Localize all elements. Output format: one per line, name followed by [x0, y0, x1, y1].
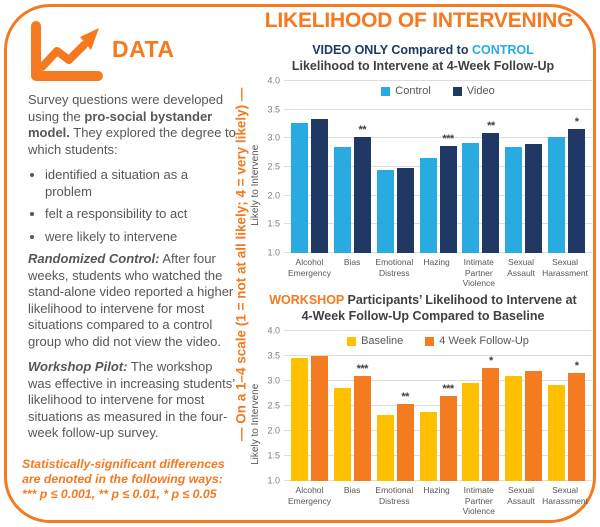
- significance-note-line: Statistically-significant differences: [22, 457, 225, 471]
- bar-column: [568, 331, 585, 481]
- intro-paragraph: [28, 92, 238, 158]
- legend-item: [347, 335, 403, 347]
- bar-column: [354, 81, 371, 253]
- y-tick-label: 3.0: [267, 375, 280, 386]
- bar-group: [417, 81, 460, 253]
- bar-column: [482, 81, 499, 253]
- bar: [377, 415, 394, 481]
- bar: [505, 147, 522, 253]
- bar-column: [311, 331, 328, 481]
- y-tick-label: 2.0: [267, 190, 280, 201]
- chart-title-segment: CONTROL: [471, 43, 534, 57]
- chart-title-segment: Likelihood to Intervene at 4-Week Follow-Up: [291, 59, 555, 73]
- chart-title: [254, 42, 592, 74]
- x-category-label: Bias: [343, 485, 361, 495]
- bar-column: [397, 331, 414, 481]
- bar: [334, 147, 351, 253]
- summary-panel: [28, 92, 238, 451]
- significance-stars: **: [401, 390, 409, 403]
- legend-swatch: [425, 337, 434, 346]
- legend-label: Video: [466, 85, 495, 97]
- y-tick-label: 4.0: [267, 325, 280, 336]
- x-category-label: Sexual Assault: [507, 485, 535, 506]
- bullet-list: [28, 167, 238, 245]
- chart-title-line: [254, 42, 592, 58]
- bar-group: [502, 331, 545, 481]
- legend: [284, 85, 592, 97]
- significance-stars: ***: [356, 362, 368, 375]
- bar-column: [505, 81, 522, 253]
- bar-column: [420, 81, 437, 253]
- y-tick-label: 3.0: [267, 132, 280, 143]
- workshop-pilot-text: The workshop was effective in increasing students’ likelihood to intervene for most situations as measured in the four-week follow-up survey.: [28, 359, 235, 440]
- intro-text-bold: pro-social bystander model.: [28, 108, 213, 140]
- bar: [568, 373, 585, 481]
- legend-swatch: [453, 87, 462, 96]
- bar-group: [331, 81, 374, 253]
- bar-column: [568, 81, 585, 253]
- chart-title-line: [254, 58, 592, 74]
- y-tick-label: 1.5: [267, 218, 280, 229]
- x-labels: [284, 257, 592, 289]
- y-axis-title: Likely to Intervene: [250, 144, 261, 226]
- bar-column: [354, 331, 371, 481]
- line-chart-icon: [26, 20, 106, 84]
- bar-column: [291, 331, 308, 481]
- significance-stars: *: [574, 116, 579, 129]
- bar-column: [525, 81, 542, 253]
- bar-column: [420, 331, 437, 481]
- x-category-label: Intimate Partner Violence: [462, 485, 496, 517]
- significance-note-line: are denoted in the following ways:: [22, 472, 223, 487]
- x-category-label: Hazing: [423, 485, 450, 495]
- plot-area: [267, 325, 592, 486]
- bar-group: [545, 81, 588, 253]
- x-category-label: Intimate Partner Violence: [462, 257, 496, 289]
- bullet-item: • were likely to intervene: [45, 229, 238, 246]
- bar: [548, 137, 565, 253]
- bar: [420, 158, 437, 253]
- bar-group: [374, 81, 417, 253]
- chart-title-segment: VIDEO ONLY Compared to: [312, 43, 472, 57]
- bar: [291, 358, 308, 481]
- bar: [548, 385, 565, 482]
- plot-wrap: [267, 325, 592, 486]
- data-badge-label: DATA: [112, 36, 175, 62]
- legend-label: Baseline: [361, 335, 404, 347]
- bar-group: [331, 331, 374, 481]
- significance-stars: *: [488, 355, 493, 367]
- bar: [462, 383, 479, 481]
- workshop-chart: [250, 292, 592, 517]
- y-tick-label: 3.5: [267, 104, 280, 115]
- bar: [482, 133, 499, 253]
- y-tick-label: 1.0: [267, 247, 280, 258]
- bars: [284, 81, 592, 253]
- bar: [354, 137, 371, 253]
- bar-column: [397, 81, 414, 253]
- y-tick-label: 2.5: [267, 161, 280, 172]
- bullet-item: • identified a situation as a problem: [45, 167, 238, 200]
- intro-text-1: Survey questions were developed using the: [28, 92, 224, 124]
- legend-swatch: [381, 87, 390, 96]
- bullet-item: • felt a responsibility to act: [45, 206, 238, 223]
- bar-column: [548, 331, 565, 481]
- bar: [440, 146, 457, 253]
- x-category-label: Sexual Harassment: [542, 485, 588, 506]
- y-tick-label: 2.5: [267, 400, 280, 411]
- bar-group: [502, 81, 545, 253]
- chart-title-line: [254, 308, 592, 324]
- significance-stars: ***: [442, 383, 454, 395]
- bar: [334, 388, 351, 481]
- bars: [284, 331, 592, 481]
- legend-item: [453, 85, 495, 97]
- significance-stars: **: [487, 120, 495, 133]
- chart-title-segment: 4-Week Follow-Up Compared to Baseline: [301, 309, 545, 323]
- bar: [397, 168, 414, 253]
- y-axis-title: Likely to Intervene: [250, 383, 261, 465]
- bar: [420, 412, 437, 481]
- bar-column: [440, 81, 457, 253]
- randomized-control-paragraph: [28, 251, 238, 350]
- intro-text-2: They explored the degree to which students:: [28, 125, 236, 157]
- bar-group: [459, 331, 502, 481]
- page-title: LIKELIHOOD OF INTERVENING: [264, 9, 574, 32]
- bar-column: [311, 81, 328, 253]
- x-category-label: Emotional Distress: [375, 485, 414, 506]
- bar-column: [505, 331, 522, 481]
- x-category-label: Bias: [343, 257, 361, 267]
- bar-column: [525, 331, 542, 481]
- x-labels: [284, 485, 592, 517]
- legend-label: 4 Week Follow-Up: [439, 335, 529, 347]
- workshop-pilot-paragraph: [28, 359, 238, 442]
- y-tick-label: 2.0: [267, 425, 280, 436]
- legend-item: [425, 335, 529, 347]
- bar-column: [291, 81, 308, 253]
- bar-column: [482, 331, 499, 481]
- bar: [505, 376, 522, 481]
- bar-group: [417, 331, 460, 481]
- bar: [525, 371, 542, 481]
- bar: [291, 123, 308, 253]
- legend-label: Control: [395, 85, 431, 97]
- bar-group: [288, 331, 331, 481]
- x-category-label: Emotional Distress: [375, 257, 414, 278]
- y-tick-label: 4.0: [267, 75, 280, 86]
- x-category-label: Alcohol Emergency: [288, 257, 331, 278]
- x-category-label: Sexual Assault: [507, 257, 535, 278]
- bar: [440, 396, 457, 481]
- bar-column: [462, 331, 479, 481]
- y-tick-label: 1.0: [267, 475, 280, 486]
- chart-title-line: [254, 292, 592, 308]
- bar: [525, 144, 542, 254]
- x-category-label: Sexual Harassment: [542, 257, 588, 278]
- bar-column: [334, 81, 351, 253]
- video-vs-control-chart: [250, 42, 592, 289]
- legend: [284, 335, 592, 347]
- significance-stars: *: [574, 360, 579, 372]
- bar: [377, 170, 394, 253]
- bar-column: [377, 331, 394, 481]
- plot-area: [267, 75, 592, 258]
- legend-swatch: [347, 337, 356, 346]
- bar: [397, 404, 414, 482]
- y-tick-label: 1.5: [267, 450, 280, 461]
- workshop-pilot-label: Workshop Pilot:: [28, 359, 128, 374]
- chart-title-segment: WORKSHOP: [269, 293, 345, 307]
- bar-group: [374, 331, 417, 481]
- bar: [482, 368, 499, 481]
- bar: [311, 119, 328, 253]
- significance-note: [22, 457, 254, 503]
- bar: [354, 376, 371, 482]
- significance-note-line: *** p ≤ 0.001, ** p ≤ 0.01, * p ≤ 0.05: [22, 487, 217, 502]
- chart-body: [250, 75, 592, 289]
- bar: [311, 356, 328, 482]
- bar-group: [545, 331, 588, 481]
- bar-group: [459, 81, 502, 253]
- bar-column: [334, 331, 351, 481]
- plot-wrap: [267, 75, 592, 258]
- bar-group: [288, 81, 331, 253]
- significance-stars: ***: [442, 133, 454, 146]
- significance-stars: **: [358, 124, 367, 137]
- bar-column: [462, 81, 479, 253]
- bar-column: [377, 81, 394, 253]
- scale-note-vertical: — On a 1–4 scale (1 = not at all likely; 4 = very likely) —: [233, 87, 249, 441]
- chart-title-segment: Participants’ Likelihood to Intervene at: [344, 293, 577, 307]
- bar-column: [548, 81, 565, 253]
- chart-body: [250, 325, 592, 517]
- chart-title: [254, 292, 592, 324]
- bar: [462, 143, 479, 253]
- legend-item: [381, 85, 430, 97]
- x-category-label: Hazing: [423, 257, 450, 267]
- y-tick-label: 3.5: [267, 350, 280, 361]
- randomized-control-text: After four weeks, students who watched the stand-alone video reported a higher likelihood to intervene for most situations compared to a control group who did not view the video.: [28, 251, 234, 349]
- randomized-control-label: Randomized Control:: [28, 251, 160, 266]
- bar: [568, 129, 585, 253]
- bar-column: [440, 331, 457, 481]
- x-category-label: Alcohol Emergency: [288, 485, 331, 506]
